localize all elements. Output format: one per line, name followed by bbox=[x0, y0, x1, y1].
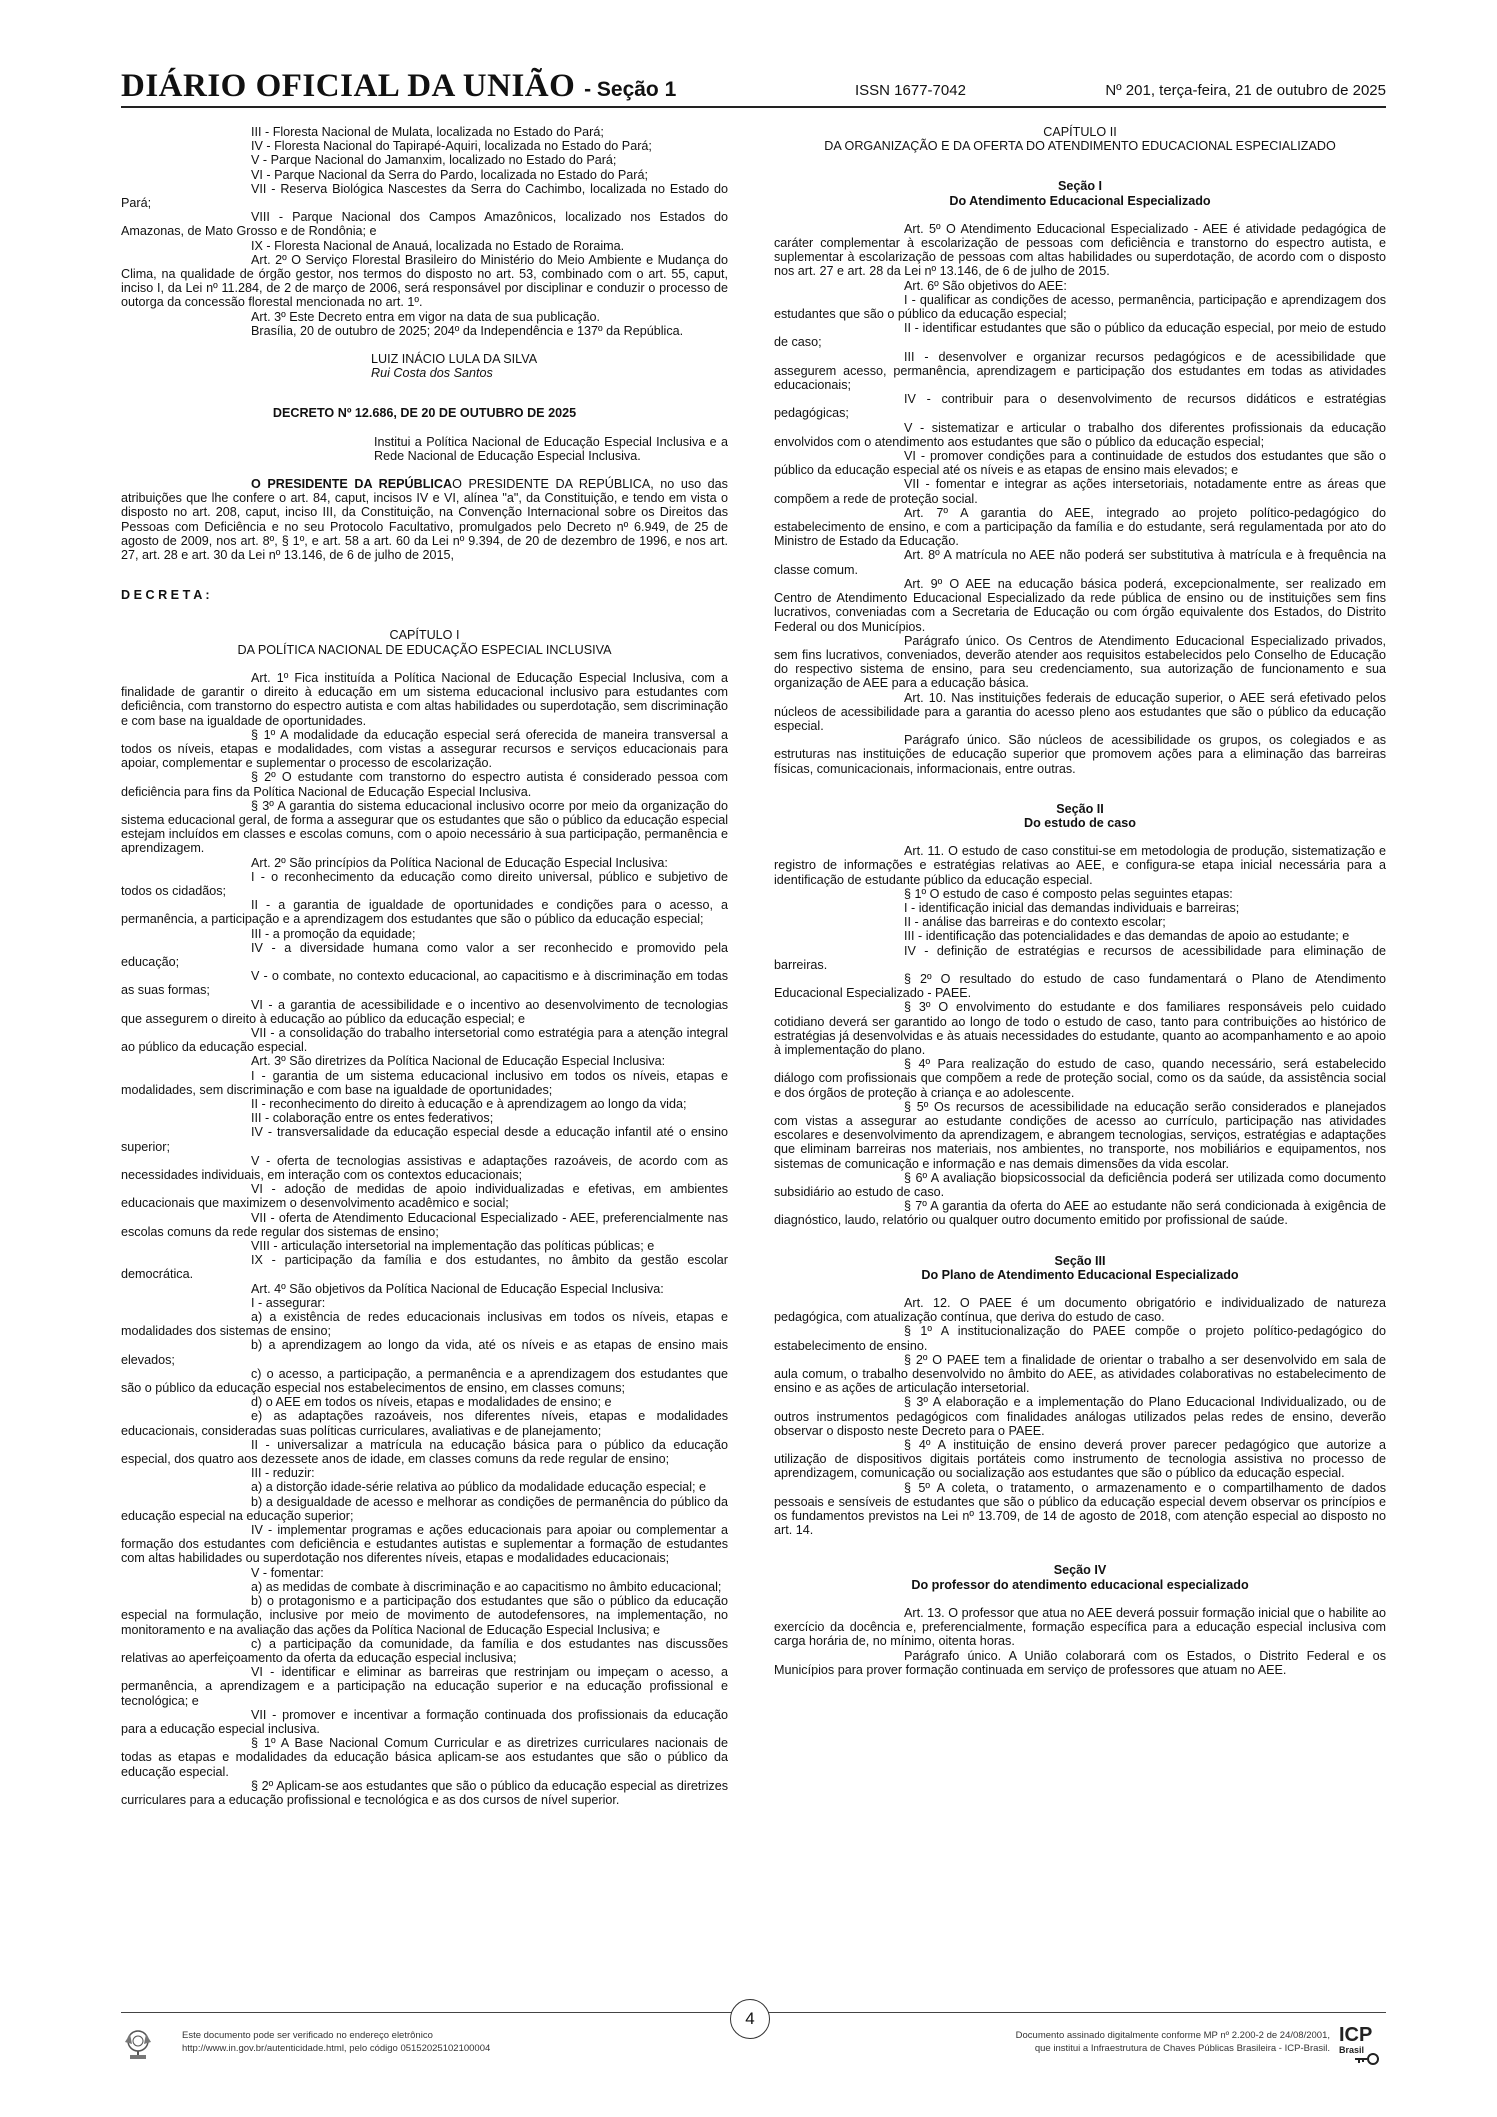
paragraph: III - reduzir: bbox=[251, 1466, 315, 1481]
paragraph: a) as medidas de combate à discriminação e ao capacitismo no âmbito educacional; bbox=[251, 1579, 722, 1594]
paragraph: IX - participação da família e dos estudantes, no âmbito da gestão escolar democrática. bbox=[121, 1253, 728, 1282]
paragraph: V - o combate, no contexto educacional, ao capacitismo e à discriminação em todas as suas formas; bbox=[121, 969, 728, 998]
paragraph: d) o AEE em todos os níveis, etapas e modalidades de ensino; e bbox=[251, 1395, 612, 1410]
section-title: Do estudo de caso bbox=[1024, 815, 1136, 830]
paragraph: § 4º A instituição de ensino deverá prover parecer pedagógico que autorize a utilização de dispositivos digitais portáteis como instrumento de tecnologia assistiva no processo de aprendizagem, comunicação ou socialização aos estudantes que são o público da educação especial. bbox=[774, 1438, 1386, 1481]
paragraph: Parágrafo único. A União colaborará com os Estados, o Distrito Federal e os Municípios para prover formação continuada em serviço de professores que atuam no AEE. bbox=[774, 1648, 1386, 1677]
paragraph: c) a participação da comunidade, da família e dos estudantes nas discussões relativas ao aperfeiçoamento da oferta da educação especial inclusiva; bbox=[121, 1636, 728, 1665]
paragraph: VII - fomentar e integrar as ações intersetoriais, notadamente entre as áreas que compõem a rede de proteção social. bbox=[774, 477, 1386, 506]
paragraph: a) a existência de redes educacionais inclusivas em todos os níveis, etapas e modalidades dos sistemas de ensino; bbox=[121, 1310, 728, 1339]
section-heading: Seção IV bbox=[1053, 1563, 1107, 1578]
paragraph: § 7º A garantia da oferta do AEE ao estudante não será condicionada à exigência de diagnóstico, laudo, relatório ou qualquer outro documento emitido por profissional de saúde. bbox=[774, 1199, 1386, 1228]
signatory-minister: Rui Costa dos Santos bbox=[371, 366, 493, 381]
paragraph: VI - promover condições para a continuidade de estudos dos estudantes que são o público da educação especial até os níveis e as etapas de ensino mais elevados; e bbox=[774, 449, 1386, 478]
page-number: 4 bbox=[730, 1999, 770, 2039]
paragraph: III - a promoção da equidade; bbox=[251, 926, 416, 941]
paragraph: VI - adoção de medidas de apoio individualizadas e efetivas, em ambientes educacionais que maximizem o desenvolvimento acadêmico e social; bbox=[121, 1182, 728, 1211]
paragraph: Art. 8º A matrícula no AEE não poderá ser substitutiva à matrícula e à frequência na classe comum. bbox=[774, 548, 1386, 577]
paragraph: IX - Floresta Nacional de Anauá, localizada no Estado de Roraima. bbox=[251, 238, 625, 253]
coat-of-arms-icon bbox=[121, 2026, 155, 2064]
paragraph: I - qualificar as condições de acesso, permanência, participação e aprendizagem dos estudantes que são o público da educação especial; bbox=[774, 292, 1386, 322]
paragraph: Art. 10. Nas instituições federais de educação superior, o AEE será efetivado pelos núcleos de acessibilidade para a garantia do acesso pleno aos estudantes que são o público da educação especial. bbox=[774, 690, 1386, 733]
paragraph: Art. 2º O Serviço Florestal Brasileiro do Ministério do Meio Ambiente e Mudança do Clima, na qualidade de órgão gestor, nos termos do disposto no art. 53, combinado com o art. 55, caput, inciso I, da Lei nº 11.284, de 2 de março de 2006, será responsável por disciplinar e conduzir o processo de outorga da concessão florestal mencionada no art. 1º. bbox=[121, 252, 728, 310]
paragraph: V - fomentar: bbox=[251, 1565, 324, 1580]
paragraph: II - reconhecimento do direito à educação e à aprendizagem ao longo da vida; bbox=[251, 1096, 687, 1111]
paragraph: Art. 2º São princípios da Política Nacional de Educação Especial Inclusiva: bbox=[251, 855, 668, 870]
paragraph: § 1º A institucionalização do PAEE compõe o projeto político-pedagógico do estabelecimento de ensino. bbox=[774, 1324, 1386, 1353]
paragraph: Art. 13. O professor que atua no AEE deverá possuir formação inicial que o habilite ao exercício da docência e, preferencialmente, formação específica para a educação especial inclusiva com carga horária de, no mínimo, oitenta horas. bbox=[774, 1605, 1386, 1649]
paragraph: VI - identificar e eliminar as barreiras que restrinjam ou impeçam o acesso, a permanência, a aprendizagem e a participação na educação superior e na educação profissional e tecnológica; e bbox=[121, 1665, 728, 1708]
icp-brasil-logo-icon bbox=[1337, 2022, 1385, 2068]
paragraph: I - identificação inicial das demandas individuais e barreiras; bbox=[904, 900, 1240, 915]
paragraph: § 6º A avaliação biopsicossocial da deficiência poderá ser utilizada como documento subsidiário ao estudo de caso. bbox=[774, 1170, 1386, 1200]
paragraph: Art. 1º Fica instituída a Política Nacional de Educação Especial Inclusiva, com a finalidade de garantir o direito à educação em um sistema educacional inclusivo para estudantes com deficiência, com transtorno do espectro autista e com altas habilidades ou superdotação, sem discriminação e com base na igualdade de oportunidades. bbox=[121, 670, 728, 728]
paragraph: § 5º Os recursos de acessibilidade na educação serão considerados e planejados com vistas a assegurar ao estudante condições de acesso ao currículo, participação nas atividades escolares e desenvolvimento da aprendizagem, e abrangem tecnologias, serviços, estratégias e adaptações que eliminam barreiras nos materiais, nos ambientes, no transporte, nos mobiliários e equipamentos, nos sistemas de comunicação e informação e nas demais dimensões da vida escolar. bbox=[774, 1099, 1386, 1171]
paragraph: Art. 7º A garantia do AEE, integrado ao projeto político-pedagógico do estabelecimento de ensino, e com a participação da família e do estudante, será regulamentada por ato do Ministro de Estado da Educação. bbox=[774, 505, 1386, 549]
paragraph: Parágrafo único. São núcleos de acessibilidade os grupos, os colegiados e as estruturas nas instituições de educação superior que promovem ações para a eliminação das barreiras físicas, comunicacionais, informacionais, entre outras. bbox=[774, 733, 1386, 776]
paragraph: Art. 3º São diretrizes da Política Nacional de Educação Especial Inclusiva: bbox=[251, 1054, 666, 1069]
paragraph: IV - a diversidade humana como valor a ser reconhecido e promovido pela educação; bbox=[121, 940, 728, 969]
paragraph: § 2º Aplicam-se aos estudantes que são o público da educação especial as diretrizes curriculares para a educação profissional e tecnológica e as dos cursos de nível superior. bbox=[121, 1778, 728, 1807]
paragraph: V - Parque Nacional do Jamanxim, localizado no Estado do Pará; bbox=[251, 153, 617, 168]
left-column bbox=[121, 125, 728, 1807]
icp-logo-top: ICP bbox=[1339, 2024, 1373, 2046]
page-header bbox=[121, 66, 1386, 108]
section-heading: Seção I bbox=[1057, 179, 1103, 194]
signature-line-1: Documento assinado digitalmente conforme MP nº 2.200-2 de 24/08/2001, bbox=[1015, 2030, 1330, 2041]
paragraph: IV - Floresta Nacional do Tapirapé-Aquiri, localizada no Estado do Pará; bbox=[251, 139, 652, 154]
section-title: Do Plano de Atendimento Educacional Especializado bbox=[921, 1267, 1239, 1282]
paragraph: e) as adaptações razoáveis, nos diferentes níveis, etapas e modalidades educacionais, consideradas suas políticas curriculares, avaliativas e de planejamento; bbox=[121, 1409, 728, 1438]
paragraph: VI - Parque Nacional da Serra do Pardo, localizada no Estado do Pará; bbox=[251, 167, 648, 182]
issn: ISSN 1677-7042 bbox=[855, 82, 966, 99]
paragraph: b) a desigualdade de acesso e melhorar as condições de permanência do público da educação especial na educação superior; bbox=[121, 1494, 728, 1523]
signature-line-2: que institui a Infraestrutura de Chaves Públicas Brasileira - ICP-Brasil. bbox=[1034, 2043, 1330, 2054]
paragraph: VIII - articulação intersetorial na implementação das políticas públicas; e bbox=[251, 1239, 655, 1254]
paragraph: Art. 12. O PAEE é um documento obrigatório e individualizado de natureza pedagógica, com atualização contínua, que deriva do estudo de caso. bbox=[774, 1296, 1386, 1325]
paragraph: § 2º O resultado do estudo de caso fundamentará o Plano de Atendimento Educacional Especializado - PAEE. bbox=[774, 971, 1386, 1001]
paragraph: Art. 9º O AEE na educação básica poderá, excepcionalmente, ser realizado em Centro de Atendimento Educacional Especializado da rede pública de ensino ou de instituições sem fins lucrativos, conveniadas com a Secretaria de Educação ou com órgão equivalente dos Estados, do Distrito Federal ou dos Municípios. bbox=[774, 576, 1386, 634]
chapter-title: DA POLÍTICA NACIONAL DE EDUCAÇÃO ESPECIAL INCLUSIVA bbox=[237, 642, 612, 657]
paragraph: VII - Reserva Biológica Nascestes da Serra do Cachimbo, localizada no Estado do Pará; bbox=[121, 181, 728, 211]
paragraph: Art. 4º São objetivos da Política Nacional de Educação Especial Inclusiva: bbox=[251, 1281, 664, 1296]
paragraph: b) a aprendizagem ao longo da vida, até os níveis e as etapas de ensino mais elevados; bbox=[121, 1338, 728, 1367]
verification-link[interactable]: http://www.in.gov.br/autenticidade.html, pelo código 05152025102100004 bbox=[182, 2043, 491, 2054]
paragraph: b) o protagonismo e a participação dos estudantes que são o público da educação especial na formulação, inclusive por meio de movimento de autodefensores, na implementação, no monitoramento e na avaliação das ações da Política Nacional de Educação Especial Inclusiva; e bbox=[121, 1594, 728, 1637]
right-column bbox=[774, 125, 1386, 1677]
paragraph: § 2º O estudante com transtorno do espectro autista é considerado pessoa com deficiência para fins da Política Nacional de Educação Especial Inclusiva. bbox=[121, 770, 728, 799]
paragraph: IV - transversalidade da educação especial desde a educação infantil até o ensino superior; bbox=[121, 1125, 728, 1154]
paragraph: § 5º A coleta, o tratamento, o armazenamento e o compartilhamento de dados pessoais e sensíveis de estudantes que são o público da educação especial devem observar os princípios e os fundamentos previstos na Lei nº 13.709, de 14 de agosto de 2018, com atenção especial ao disposto no art. 14. bbox=[774, 1480, 1386, 1538]
chapter-title: DA ORGANIZAÇÃO E DA OFERTA DO ATENDIMENTO EDUCACIONAL ESPECIALIZADO bbox=[824, 139, 1336, 154]
chapter-heading: CAPÍTULO I bbox=[389, 628, 460, 643]
paragraph: § 1º A modalidade da educação especial será oferecida de maneira transversal a todos os níveis, etapas e modalidades, com vistas a assegurar recursos e serviços educacionais para apoiar, complementar e suplementar o processo de escolarização. bbox=[121, 727, 728, 771]
paragraph: § 1º O estudo de caso é composto pelas seguintes etapas: bbox=[904, 886, 1233, 901]
paragraph: II - a garantia de igualdade de oportunidades e condições para o acesso, a permanência, a participação e a aprendizagem dos estudantes que são o público da educação especial; bbox=[121, 898, 728, 927]
paragraph: VII - oferta de Atendimento Educacional Especializado - AEE, preferencialmente nas escolas comuns da rede regular dos sistemas de ensino; bbox=[121, 1210, 728, 1239]
decree-title: DECRETO Nº 12.686, DE 20 DE OUTUBRO DE 2025 bbox=[272, 406, 577, 421]
paragraph: Art. 6º São objetivos do AEE: bbox=[904, 278, 1067, 293]
paragraph: § 3º A garantia do sistema educacional inclusivo ocorre por meio da organização do sistema educacional geral, de forma a assegurar que os estudantes que são o público da educação especial estejam incluídos em classes e escolas comuns, com o apoio necessário à sua participação, permanência e aprendizagem. bbox=[121, 798, 728, 856]
section-title: Do professor do atendimento educacional especializado bbox=[911, 1577, 1249, 1592]
president-label: O PRESIDENTE DA REPÚBLICA bbox=[251, 477, 453, 492]
preamble-text: O PRESIDENTE DA REPÚBLICA, no uso das atribuições que lhe confere o art. 84, caput, incisos IV e VI, alínea "a", da Constituição, e tendo em vista o disposto no art. 208, caput, inciso III, da Constituição, na Convenção Internacional sobre os Direitos das Pessoas com Deficiência e no seu Protocolo Facultativo, promulgados pelo Decreto nº 6.949, de 25 de agosto de 2009, nos art. 8º, § 1º, e art. 58 a art. 60 da Lei nº 9.394, de 20 de dezembro de 1996, e nos art. 27, art. 28 e art. 30 da Lei nº 13.146, de 6 de julho de 2015, bbox=[121, 477, 728, 563]
issue-dateline: Nº 201, terça-feira, 21 de outubro de 2025 bbox=[1105, 82, 1386, 99]
paragraph: Art. 5º O Atendimento Educacional Especializado - AEE é atividade pedagógica de caráter complementar à escolarização de pessoas com deficiência e transtorno do espectro autista, e suplementar à escolarização de pessoas com altas habilidades ou superdotação, de acordo com o disposto nos art. 27 e art. 28 da Lei nº 13.146, de 6 de julho de 2015. bbox=[774, 221, 1386, 279]
decree-ementa: Institui a Política Nacional de Educação Especial Inclusiva e a Rede Nacional de Educação Especial Inclusiva. bbox=[374, 434, 728, 463]
paragraph: III - Floresta Nacional de Mulata, localizada no Estado do Pará; bbox=[251, 125, 604, 139]
paragraph: IV - implementar programas e ações educacionais para apoiar ou complementar a formação dos estudantes com deficiência e estudantes autistas e suplementar a formação de estudantes com altas habilidades ou superdotação nos diferentes níveis, etapas e modalidades educacionais; bbox=[121, 1523, 728, 1566]
signature-notice bbox=[1016, 2029, 1330, 2055]
chapter-heading: CAPÍTULO II bbox=[1043, 125, 1117, 139]
paragraph: I - assegurar: bbox=[251, 1295, 326, 1310]
masthead bbox=[121, 68, 676, 105]
paragraph: V - oferta de tecnologias assistivas e adaptações razoáveis, de acordo com as necessidades individuais, em interação com os contextos educacionais; bbox=[121, 1153, 728, 1182]
icp-logo-bottom: Brasil bbox=[1339, 2045, 1365, 2055]
paragraph: c) o acesso, a participação, a permanência e a aprendizagem dos estudantes que são o público da educação especial nos estabelecimentos de ensino, em classes comuns; bbox=[121, 1366, 728, 1396]
section-title: Do Atendimento Educacional Especializado bbox=[949, 193, 1211, 208]
paragraph: III - colaboração entre os entes federativos; bbox=[251, 1111, 494, 1126]
paragraph: VI - a garantia de acessibilidade e o incentivo ao desenvolvimento de tecnologias que assegurem o direito à educação ao público da educação especial; e bbox=[121, 997, 728, 1026]
paragraph: Art. 3º Este Decreto entra em vigor na data de sua publicação. bbox=[251, 309, 601, 324]
paragraph: I - o reconhecimento da educação como direito universal, público e subjetivo de todos os cidadãos; bbox=[121, 869, 728, 898]
paragraph: II - análise das barreiras e do contexto escolar; bbox=[904, 915, 1166, 930]
paragraph: II - universalizar a matrícula na educação básica para o público da educação especial, dos quatro aos dezessete anos de idade, em classes comuns da rede regular de ensino; bbox=[121, 1437, 728, 1467]
paragraph: § 3º O envolvimento do estudante e dos familiares responsáveis pelo cuidado cotidiano deverá ser garantido ao longo de todo o estudo de caso, tanto para contribuições ao histórico de estratégias já desenvolvidas e às atuais necessidades do estudante, quanto ao acompanhamento e ao apoio à implementação do plano. bbox=[774, 1000, 1386, 1057]
paragraph: III - desenvolver e organizar recursos pedagógicos e de acessibilidade que assegurem acesso, permanência, aprendizagem e participação dos estudantes em todas as atividades educacionais; bbox=[774, 349, 1386, 393]
decreta-label: D E C R E T A : bbox=[121, 588, 210, 603]
paragraph: III - identificação das potencialidades e das demandas de apoio ao estudante; e bbox=[904, 929, 1350, 944]
verification-notice bbox=[182, 2029, 490, 2055]
masthead-title: DIÁRIO OFICIAL DA UNIÃO bbox=[121, 68, 576, 104]
paragraph: § 1º A Base Nacional Comum Curricular e as diretrizes curriculares nacionais de todas as etapas e modalidades da educação básica aplicam-se aos estudantes que são o público da educação especial. bbox=[121, 1736, 728, 1779]
signatory-president: LUIZ INÁCIO LULA DA SILVA bbox=[371, 352, 538, 367]
paragraph: IV - definição de estratégias e recursos de acessibilidade para eliminação de barreiras. bbox=[774, 943, 1386, 972]
paragraph: VII - a consolidação do trabalho intersetorial como estratégia para a atenção integral ao público da educação especial. bbox=[121, 1025, 728, 1055]
paragraph: II - identificar estudantes que são o público da educação especial, por meio de estudo de caso; bbox=[774, 321, 1386, 350]
paragraph: VIII - Parque Nacional dos Campos Amazônicos, localizado nos Estados do Amazonas, de Mato Grosso e de Rondônia; e bbox=[121, 210, 728, 239]
paragraph: Brasília, 20 de outubro de 2025; 204º da Independência e 137º da República. bbox=[251, 323, 684, 338]
paragraph: § 2º O PAEE tem a finalidade de orientar o trabalho a ser desenvolvido em sala de aula comum, o trabalho desenvolvido no âmbito do AEE, as atividades colaborativas no estabelecimento de ensino e as ações de articulação intersetorial. bbox=[774, 1352, 1386, 1396]
paragraph: a) a distorção idade-série relativa ao público da modalidade educação especial; e bbox=[251, 1480, 707, 1495]
paragraph: VII - promover e incentivar a formação continuada dos profissionais da educação para a educação especial inclusiva. bbox=[121, 1707, 728, 1736]
paragraph: IV - contribuir para o desenvolvimento de recursos didáticos e estratégias pedagógicas; bbox=[774, 392, 1386, 421]
paragraph: § 4º Para realização do estudo de caso, quando necessário, será estabelecido diálogo com profissionais que compõem a rede de proteção social, como os da saúde, da assistência social e dos órgãos de proteção à criança e ao adolescente. bbox=[774, 1057, 1386, 1100]
preamble bbox=[121, 477, 728, 562]
paragraph: Art. 11. O estudo de caso constitui-se em metodologia de produção, sistematização e registro de informações e estratégias relativas ao AEE, e configura-se etapa inicial necessária para a identificação de estudante público da educação especial. bbox=[774, 844, 1386, 887]
paragraph: I - garantia de um sistema educacional inclusivo em todos os níveis, etapas e modalidades, sem discriminação e com base na igualdade de oportunidades; bbox=[121, 1068, 728, 1097]
paragraph: Parágrafo único. Os Centros de Atendimento Educacional Especializado privados, sem fins lucrativos, conveniados, deverão atender aos requisitos estabelecidos pelo Conselho de Educação do respectivo sistema de ensino, para seu credenciamento, sua autorização de funcionamento e sua organização de AEE para a educação básica. bbox=[774, 633, 1386, 691]
section-label: - Seção 1 bbox=[584, 78, 677, 101]
paragraph: § 3º A elaboração e a implementação do Plano Educacional Individualizado, ou de outros instrumentos pedagógicos com finalidades análogas utilizados pelas redes de ensino, deverão observar o disposto neste Decreto para o PAEE. bbox=[774, 1395, 1386, 1438]
paragraph: V - sistematizar e articular o trabalho dos diferentes profissionais da educação envolvidos com o atendimento aos estudantes que são o público da educação especial; bbox=[774, 420, 1386, 449]
verification-line-1: Este documento pode ser verificado no endereço eletrônico bbox=[182, 2030, 433, 2041]
section-heading: Seção III bbox=[1054, 1253, 1106, 1268]
section-heading: Seção II bbox=[1056, 801, 1104, 816]
